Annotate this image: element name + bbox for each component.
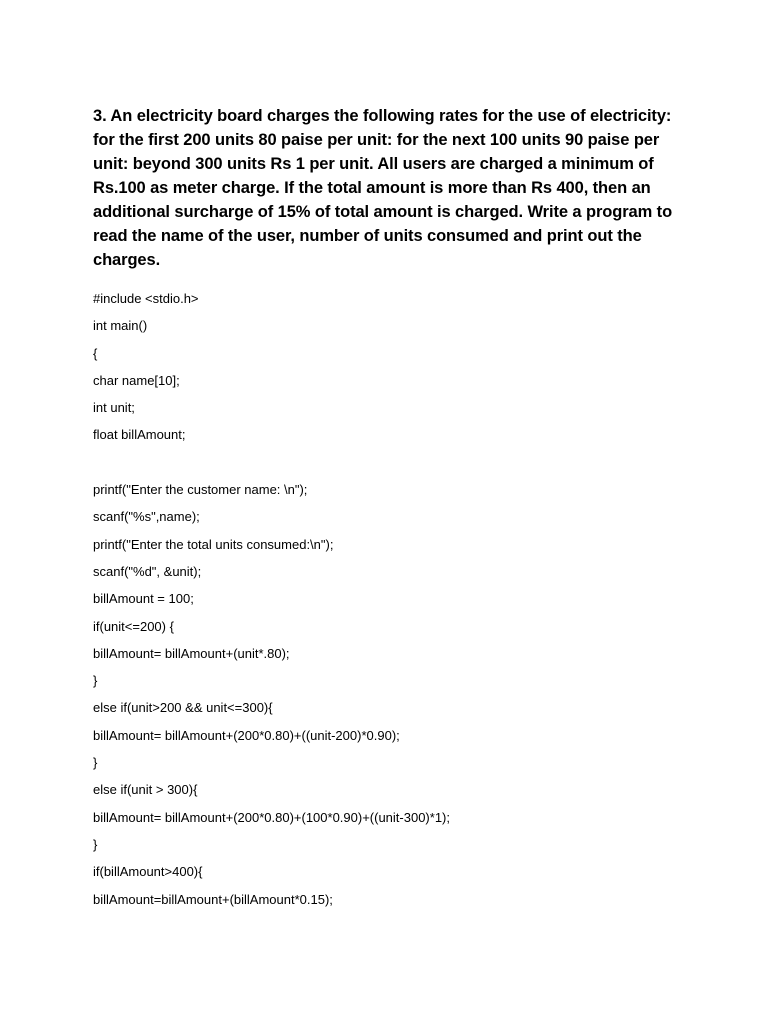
code-line: }: [93, 836, 98, 852]
code-line: billAmount = 100;: [93, 591, 194, 607]
code-line: {: [93, 345, 98, 361]
code-line: }: [93, 755, 98, 771]
code-line: float billAmount;: [93, 427, 186, 443]
code-line: billAmount= billAmount+(200*0.80)+(100*0.90)+((unit-300)*1);: [93, 809, 450, 825]
code-line: scanf("%d", &unit);: [93, 563, 202, 579]
code-line: if(billAmount>400){: [93, 864, 203, 880]
code-line: int unit;: [93, 400, 135, 416]
code-line: scanf("%s",name);: [93, 509, 200, 525]
code-line: int main(): [93, 318, 148, 334]
code-line: char name[10];: [93, 372, 180, 388]
code-line: if(unit<=200) {: [93, 618, 174, 634]
question-text: 3. An electricity board charges the following rates for the use of electricity: for the first 200 units 80 paise per unit: for the next 100 units 90 paise per unit: beyond 300 units Rs 1 per unit. All users are charged a minimum of Rs.100 as meter charge. If the total amount is more than Rs 400, then an additional surcharge of 15% of total amount is charged. Write a program to read the name of the user, number of units consumed and print out the charges.: [93, 106, 673, 269]
code-line: printf("Enter the total units consumed:\n");: [93, 536, 334, 552]
code-blank-line: [93, 453, 693, 480]
code-line: billAmount=billAmount+(billAmount*0.15);: [93, 891, 333, 907]
code-block: [93, 289, 693, 917]
code-line: else if(unit>200 && unit<=300){: [93, 700, 273, 716]
code-line: printf("Enter the customer name: \n");: [93, 482, 308, 498]
code-line: }: [93, 673, 98, 689]
code-line: billAmount= billAmount+(unit*.80);: [93, 645, 290, 661]
code-line: #include <stdio.h>: [93, 291, 199, 306]
code-line: billAmount= billAmount+(200*0.80)+((unit-200)*0.90);: [93, 727, 400, 743]
code-line: else if(unit > 300){: [93, 782, 198, 798]
